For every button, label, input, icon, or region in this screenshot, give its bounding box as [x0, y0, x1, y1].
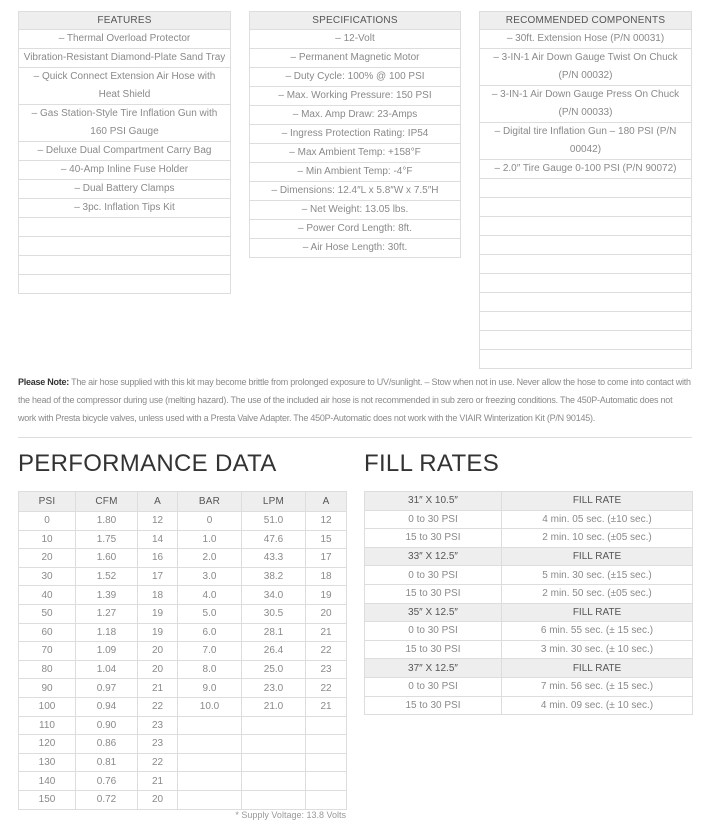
- amps-metric-cell: 12: [306, 512, 347, 531]
- bar-cell: [178, 772, 242, 791]
- lpm-cell: 30.5: [242, 604, 306, 623]
- psi-cell: 90: [19, 679, 76, 698]
- bar-cell: 9.0: [178, 679, 242, 698]
- amps-cell: 17: [138, 567, 178, 586]
- lpm-cell: 26.4: [242, 642, 306, 661]
- amps-metric-cell: [306, 772, 347, 791]
- fill-time: 4 min. 09 sec. (± 10 sec.): [502, 696, 693, 715]
- fill-rate-row: [365, 677, 693, 696]
- header-cfm: CFM: [76, 492, 138, 512]
- pressure-range: 0 to 30 PSI: [365, 566, 502, 585]
- feature-item: – 40-Amp Inline Fuse Holder: [19, 161, 231, 180]
- specifications-table: [249, 11, 461, 258]
- table-row: [19, 549, 347, 568]
- amps-cell: 14: [138, 530, 178, 549]
- bar-cell: 5.0: [178, 604, 242, 623]
- table-row: [19, 772, 347, 791]
- table-row: [19, 567, 347, 586]
- feature-item: – Quick Connect Extension Air Hose with Heat Shield: [19, 68, 231, 105]
- empty-cell: [480, 350, 692, 369]
- psi-cell: 50: [19, 604, 76, 623]
- tire-size: 37″ X 12.5″: [365, 659, 502, 678]
- fill-rate-label: FILL RATE: [502, 603, 693, 622]
- amps-cell: 20: [138, 660, 178, 679]
- amps-cell: 20: [138, 790, 178, 809]
- table-row: [19, 623, 347, 642]
- empty-cell: [19, 218, 231, 237]
- amps-cell: 22: [138, 753, 178, 772]
- fill-time: 5 min. 30 sec. (±15 sec.): [502, 566, 693, 585]
- features-row: [19, 199, 231, 218]
- features-row-empty: [19, 237, 231, 256]
- psi-cell: 60: [19, 623, 76, 642]
- tire-size-row: [365, 603, 693, 622]
- component-row: [480, 30, 692, 49]
- features-row: [19, 105, 231, 142]
- lpm-cell: 34.0: [242, 586, 306, 605]
- tire-size-row: [365, 547, 693, 566]
- empty-cell: [19, 237, 231, 256]
- psi-cell: 100: [19, 697, 76, 716]
- spec-item: – Max. Working Pressure: 150 PSI: [250, 87, 461, 106]
- tire-size-row: [365, 659, 693, 678]
- fill-time: 3 min. 30 sec. (± 10 sec.): [502, 640, 693, 659]
- spec-item: – Net Weight: 13.05 lbs.: [250, 201, 461, 220]
- features-row-empty: [19, 275, 231, 294]
- features-table: [18, 11, 231, 294]
- cfm-cell: 1.39: [76, 586, 138, 605]
- feature-item: – Deluxe Dual Compartment Carry Bag: [19, 142, 231, 161]
- fill-time: 4 min. 05 sec. (±10 sec.): [502, 510, 693, 529]
- empty-cell: [480, 274, 692, 293]
- pressure-range: 0 to 30 PSI: [365, 510, 502, 529]
- spec-item: – Ingress Protection Rating: IP54: [250, 125, 461, 144]
- performance-table: [18, 491, 347, 810]
- cfm-cell: 1.80: [76, 512, 138, 531]
- tire-size: 31″ X 10.5″: [365, 492, 502, 511]
- cfm-cell: 0.94: [76, 697, 138, 716]
- tire-size: 35″ X 12.5″: [365, 603, 502, 622]
- amps-metric-cell: [306, 716, 347, 735]
- amps-cell: 23: [138, 716, 178, 735]
- lpm-cell: 21.0: [242, 697, 306, 716]
- cfm-cell: 1.04: [76, 660, 138, 679]
- components-table: [479, 11, 692, 369]
- component-item: – Digital tire Inflation Gun – 180 PSI (P/N 00042): [480, 123, 692, 160]
- features-row: [19, 161, 231, 180]
- psi-cell: 0: [19, 512, 76, 531]
- amps-metric-cell: 21: [306, 623, 347, 642]
- please-note: [18, 373, 692, 427]
- table-row: [19, 512, 347, 531]
- psi-cell: 70: [19, 642, 76, 661]
- spec-item: – Air Hose Length: 30ft.: [250, 239, 461, 258]
- fill-rate-label: FILL RATE: [502, 547, 693, 566]
- fill-rates-body: [365, 492, 693, 715]
- component-item: – 3-IN-1 Air Down Gauge Twist On Chuck (P/N 00032): [480, 49, 692, 86]
- fill-rate-row: [365, 529, 693, 548]
- cfm-cell: 1.09: [76, 642, 138, 661]
- lpm-cell: [242, 790, 306, 809]
- table-row: [19, 716, 347, 735]
- cfm-cell: 0.90: [76, 716, 138, 735]
- fill-rate-label: FILL RATE: [502, 659, 693, 678]
- fill-rates-title: FILL RATES: [364, 450, 500, 477]
- empty-cell: [480, 198, 692, 217]
- spec-item: – Max Ambient Temp: +158°F: [250, 144, 461, 163]
- amps-metric-cell: 22: [306, 642, 347, 661]
- spec-row: [250, 49, 461, 68]
- psi-cell: 30: [19, 567, 76, 586]
- header-psi: PSI: [19, 492, 76, 512]
- bar-cell: [178, 735, 242, 754]
- component-row-empty: [480, 331, 692, 350]
- amps-metric-cell: 17: [306, 549, 347, 568]
- spec-row: [250, 87, 461, 106]
- table-row: [19, 735, 347, 754]
- features-row: [19, 180, 231, 199]
- features-row: [19, 68, 231, 105]
- component-row-empty: [480, 274, 692, 293]
- spec-row: [250, 163, 461, 182]
- spec-row: [250, 106, 461, 125]
- pressure-range: 15 to 30 PSI: [365, 584, 502, 603]
- feature-item: Vibration-Resistant Diamond-Plate Sand Tray: [19, 49, 231, 68]
- components-header: RECOMMENDED COMPONENTS: [480, 12, 692, 30]
- component-row: [480, 123, 692, 160]
- lpm-cell: [242, 753, 306, 772]
- psi-cell: 40: [19, 586, 76, 605]
- lpm-cell: [242, 735, 306, 754]
- cfm-cell: 1.60: [76, 549, 138, 568]
- component-row-empty: [480, 255, 692, 274]
- bar-cell: 2.0: [178, 549, 242, 568]
- empty-cell: [480, 331, 692, 350]
- pressure-range: 15 to 30 PSI: [365, 696, 502, 715]
- fill-rate-row: [365, 510, 693, 529]
- psi-cell: 80: [19, 660, 76, 679]
- fill-rate-row: [365, 696, 693, 715]
- amps-metric-cell: 20: [306, 604, 347, 623]
- bar-cell: 7.0: [178, 642, 242, 661]
- bar-cell: 1.0: [178, 530, 242, 549]
- features-row-empty: [19, 256, 231, 275]
- bar-cell: 8.0: [178, 660, 242, 679]
- fill-time: 2 min. 10 sec. (±05 sec.): [502, 529, 693, 548]
- amps-cell: 23: [138, 735, 178, 754]
- performance-title: PERFORMANCE DATA: [18, 450, 277, 477]
- cfm-cell: 1.75: [76, 530, 138, 549]
- spec-item: – Duty Cycle: 100% @ 100 PSI: [250, 68, 461, 87]
- psi-cell: 130: [19, 753, 76, 772]
- cfm-cell: 1.52: [76, 567, 138, 586]
- feature-item: – Dual Battery Clamps: [19, 180, 231, 199]
- component-item: – 2.0″ Tire Gauge 0-100 PSI (P/N 90072): [480, 160, 692, 179]
- divider: [18, 437, 692, 438]
- table-row: [19, 604, 347, 623]
- psi-cell: 140: [19, 772, 76, 791]
- psi-cell: 20: [19, 549, 76, 568]
- header-amps-metric: A: [306, 492, 347, 512]
- pressure-range: 0 to 30 PSI: [365, 677, 502, 696]
- amps-cell: 12: [138, 512, 178, 531]
- fill-time: 6 min. 55 sec. (± 15 sec.): [502, 622, 693, 641]
- spec-item: – Dimensions: 12.4″L x 5.8″W x 7.5″H: [250, 182, 461, 201]
- cfm-cell: 1.18: [76, 623, 138, 642]
- lpm-cell: 25.0: [242, 660, 306, 679]
- component-row-empty: [480, 198, 692, 217]
- spec-row: [250, 144, 461, 163]
- empty-cell: [19, 275, 231, 294]
- table-row: [19, 790, 347, 809]
- spec-row: [250, 201, 461, 220]
- lpm-cell: 51.0: [242, 512, 306, 531]
- table-row: [19, 697, 347, 716]
- table-row: [19, 586, 347, 605]
- header-amps: A: [138, 492, 178, 512]
- lpm-cell: 38.2: [242, 567, 306, 586]
- table-row: [19, 642, 347, 661]
- features-row: [19, 49, 231, 68]
- performance-header-row: [19, 492, 347, 512]
- amps-cell: 19: [138, 604, 178, 623]
- spec-item: – Max. Amp Draw: 23-Amps: [250, 106, 461, 125]
- specifications-header: SPECIFICATIONS: [250, 12, 461, 30]
- features-row: [19, 142, 231, 161]
- lpm-cell: 47.6: [242, 530, 306, 549]
- spec-item: – Power Cord Length: 8ft.: [250, 220, 461, 239]
- spec-item: – 12-Volt: [250, 30, 461, 49]
- bar-cell: 10.0: [178, 697, 242, 716]
- lpm-cell: 43.3: [242, 549, 306, 568]
- component-row-empty: [480, 350, 692, 369]
- component-row-empty: [480, 217, 692, 236]
- component-row-empty: [480, 179, 692, 198]
- psi-cell: 110: [19, 716, 76, 735]
- bar-cell: 4.0: [178, 586, 242, 605]
- spec-row: [250, 182, 461, 201]
- fill-time: 2 min. 50 sec. (±05 sec.): [502, 584, 693, 603]
- component-row: [480, 49, 692, 86]
- spec-row: [250, 239, 461, 258]
- header-lpm: LPM: [242, 492, 306, 512]
- bar-cell: 3.0: [178, 567, 242, 586]
- fill-rates-table: [364, 491, 693, 715]
- spec-row: [250, 30, 461, 49]
- amps-metric-cell: 23: [306, 660, 347, 679]
- amps-metric-cell: 21: [306, 697, 347, 716]
- lpm-cell: 28.1: [242, 623, 306, 642]
- cfm-cell: 0.86: [76, 735, 138, 754]
- psi-cell: 120: [19, 735, 76, 754]
- amps-cell: 19: [138, 623, 178, 642]
- lpm-cell: 23.0: [242, 679, 306, 698]
- table-row: [19, 679, 347, 698]
- bar-cell: [178, 753, 242, 772]
- amps-metric-cell: [306, 753, 347, 772]
- component-row: [480, 160, 692, 179]
- empty-cell: [480, 293, 692, 312]
- fill-rate-row: [365, 584, 693, 603]
- feature-item: – Thermal Overload Protector: [19, 30, 231, 49]
- feature-item: – 3pc. Inflation Tips Kit: [19, 199, 231, 218]
- tire-size: 33″ X 12.5″: [365, 547, 502, 566]
- cfm-cell: 0.81: [76, 753, 138, 772]
- component-item: – 3-IN-1 Air Down Gauge Press On Chuck (P/N 00033): [480, 86, 692, 123]
- amps-cell: 21: [138, 772, 178, 791]
- note-text: The air hose supplied with this kit may become brittle from prolonged exposure to UV/sunlight. – Stow when not in use. Never allow the hose to come into contact with the head of the compressor during use (melting hazard). The use of the included air hose is not recommended in sub zero or freezing conditions. The 450P-Automatic does not work with Presta bicycle valves, unless used with a Presta Valve Adapter. The 450P-Automatic does not work with the VIAIR Winterization Kit (P/N 90145).: [18, 377, 691, 423]
- psi-cell: 150: [19, 790, 76, 809]
- tire-size-row: [365, 492, 693, 511]
- amps-metric-cell: [306, 790, 347, 809]
- component-row: [480, 86, 692, 123]
- fill-rate-row: [365, 622, 693, 641]
- pressure-range: 0 to 30 PSI: [365, 622, 502, 641]
- spec-row: [250, 68, 461, 87]
- psi-cell: 10: [19, 530, 76, 549]
- empty-cell: [480, 312, 692, 331]
- table-row: [19, 753, 347, 772]
- spec-item: – Permanent Magnetic Motor: [250, 49, 461, 68]
- empty-cell: [480, 236, 692, 255]
- feature-item: – Gas Station-Style Tire Inflation Gun with 160 PSI Gauge: [19, 105, 231, 142]
- lpm-cell: [242, 716, 306, 735]
- component-item: – 30ft. Extension Hose (P/N 00031): [480, 30, 692, 49]
- amps-cell: 20: [138, 642, 178, 661]
- component-row-empty: [480, 312, 692, 331]
- fill-time: 7 min. 56 sec. (± 15 sec.): [502, 677, 693, 696]
- header-bar: BAR: [178, 492, 242, 512]
- empty-cell: [480, 255, 692, 274]
- pressure-range: 15 to 30 PSI: [365, 640, 502, 659]
- amps-cell: 18: [138, 586, 178, 605]
- bar-cell: [178, 790, 242, 809]
- cfm-cell: 0.97: [76, 679, 138, 698]
- cfm-cell: 1.27: [76, 604, 138, 623]
- features-row: [19, 30, 231, 49]
- features-row-empty: [19, 218, 231, 237]
- bar-cell: [178, 716, 242, 735]
- spec-item: – Min Ambient Temp: -4°F: [250, 163, 461, 182]
- component-row-empty: [480, 236, 692, 255]
- fill-rate-label: FILL RATE: [502, 492, 693, 511]
- fill-rate-row: [365, 566, 693, 585]
- supply-voltage-note: * Supply Voltage: 13.8 Volts: [235, 810, 346, 820]
- fill-rate-row: [365, 640, 693, 659]
- component-row-empty: [480, 293, 692, 312]
- spec-row: [250, 220, 461, 239]
- amps-metric-cell: [306, 735, 347, 754]
- empty-cell: [19, 256, 231, 275]
- note-label: Please Note:: [18, 377, 70, 387]
- table-row: [19, 660, 347, 679]
- performance-body: [19, 512, 347, 810]
- pressure-range: 15 to 30 PSI: [365, 529, 502, 548]
- features-header: FEATURES: [19, 12, 231, 30]
- amps-cell: 22: [138, 697, 178, 716]
- spec-row: [250, 125, 461, 144]
- bar-cell: 6.0: [178, 623, 242, 642]
- cfm-cell: 0.76: [76, 772, 138, 791]
- empty-cell: [480, 217, 692, 236]
- cfm-cell: 0.72: [76, 790, 138, 809]
- amps-cell: 21: [138, 679, 178, 698]
- table-row: [19, 530, 347, 549]
- amps-metric-cell: 18: [306, 567, 347, 586]
- amps-metric-cell: 15: [306, 530, 347, 549]
- amps-cell: 16: [138, 549, 178, 568]
- empty-cell: [480, 179, 692, 198]
- amps-metric-cell: 19: [306, 586, 347, 605]
- lpm-cell: [242, 772, 306, 791]
- amps-metric-cell: 22: [306, 679, 347, 698]
- bar-cell: 0: [178, 512, 242, 531]
